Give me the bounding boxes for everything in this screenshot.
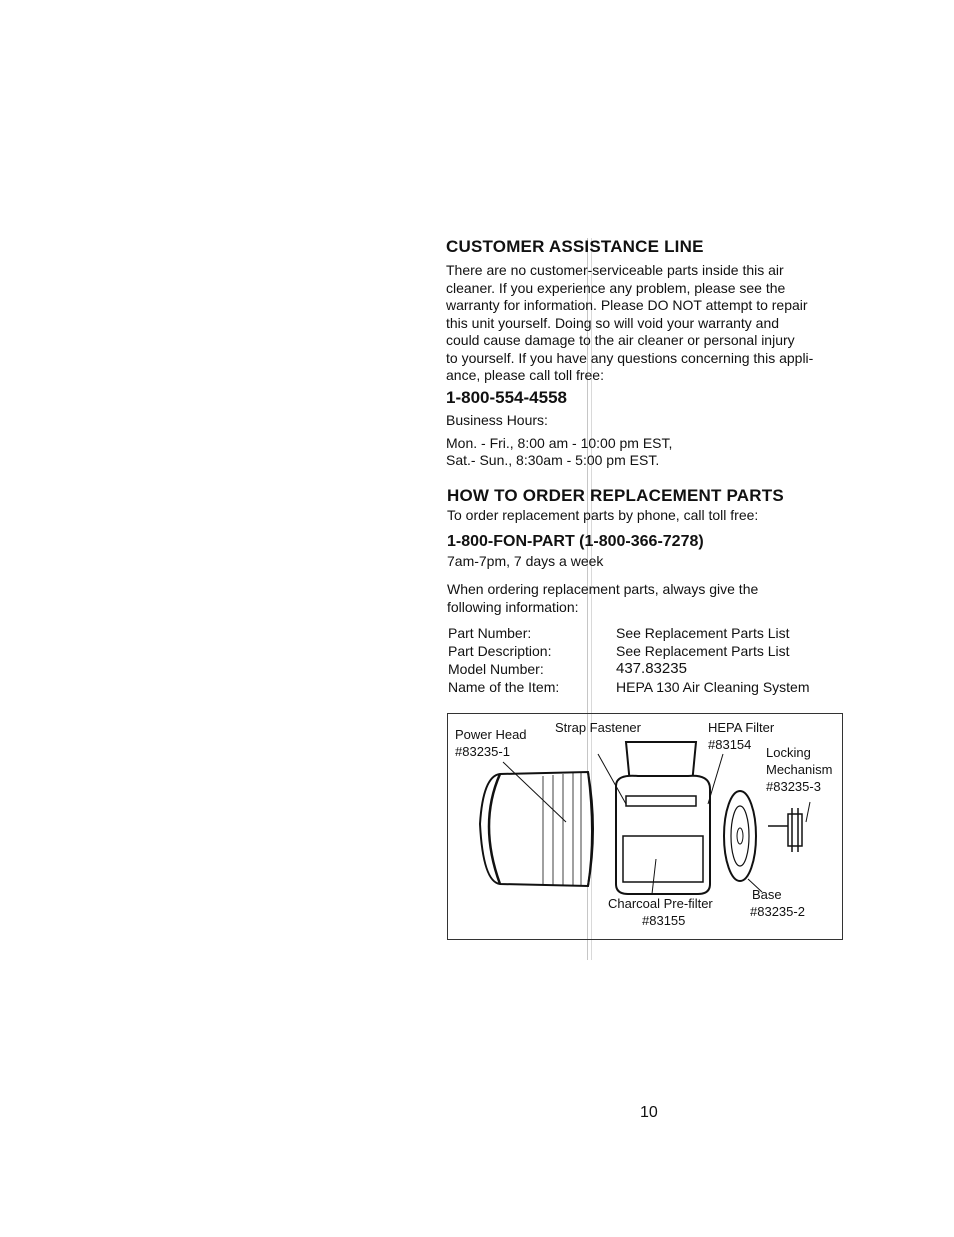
hepa-filter-label: HEPA Filter [708, 720, 775, 735]
strap-fastener-label: Strap Fastener [555, 720, 641, 735]
table-value: HEPA 130 Air Cleaning System [616, 679, 810, 695]
table-label: Model Number: [448, 661, 544, 677]
assistance-line: cleaner. If you experience any problem, please see the [446, 280, 786, 296]
table-label: Name of the Item: [448, 679, 560, 695]
charcoal-label: Charcoal Pre-filter [608, 896, 713, 911]
assistance-phone: 1-800-554-4558 [446, 388, 567, 407]
locking-label-line2: Mechanism [766, 762, 833, 777]
power-head-label: Power Head [455, 727, 527, 742]
table-value: See Replacement Parts List [616, 625, 790, 641]
parts-diagram [447, 713, 843, 940]
assistance-line: to yourself. If you have any questions concerning this appli- [446, 350, 814, 366]
business-hours-label: Business Hours: [446, 412, 548, 428]
power-head-number: #83235-1 [455, 744, 510, 759]
hours-weekday: Mon. - Fri., 8:00 am - 10:00 pm EST, [446, 435, 673, 451]
locking-number: #83235-3 [766, 779, 821, 794]
hepa-filter-shape [598, 742, 723, 894]
order-heading: HOW TO ORDER REPLACEMENT PARTS [447, 486, 784, 505]
base-label: Base [752, 887, 782, 902]
base-shape [724, 791, 762, 892]
locking-label-line1: Locking [766, 745, 811, 760]
order-intro: To order replacement parts by phone, call toll free: [447, 507, 759, 523]
hours-weekend: Sat.- Sun., 8:30am - 5:00 pm EST. [446, 452, 660, 468]
assistance-heading: CUSTOMER ASSISTANCE LINE [446, 237, 704, 256]
table-label: Part Number: [448, 625, 532, 641]
table-value: See Replacement Parts List [616, 643, 790, 659]
base-number: #83235-2 [750, 904, 805, 919]
order-phone: 1-800-FON-PART (1-800-366-7278) [447, 533, 704, 550]
page-number: 10 [640, 1104, 658, 1121]
table-value: 437.83235 [616, 660, 687, 677]
locking-mechanism-shape [768, 802, 810, 852]
order-info-line: following information: [447, 599, 579, 615]
assistance-line: There are no customer-serviceable parts inside this air [446, 262, 784, 278]
assistance-line: this unit yourself. Doing so will void your warranty and [446, 315, 780, 331]
charcoal-number: #83155 [642, 913, 686, 928]
assistance-line: ance, please call toll free: [446, 367, 604, 383]
assistance-line: warranty for information. Please DO NOT attempt to repair [446, 297, 808, 313]
power-head-shape [480, 762, 593, 886]
order-info-line: When ordering replacement parts, always give the [447, 581, 759, 597]
assistance-line: could cause damage to the air cleaner or personal injury [446, 332, 795, 348]
table-label: Part Description: [448, 643, 552, 659]
order-phone-hours: 7am-7pm, 7 days a week [447, 553, 604, 569]
hepa-filter-number: #83154 [708, 737, 752, 752]
